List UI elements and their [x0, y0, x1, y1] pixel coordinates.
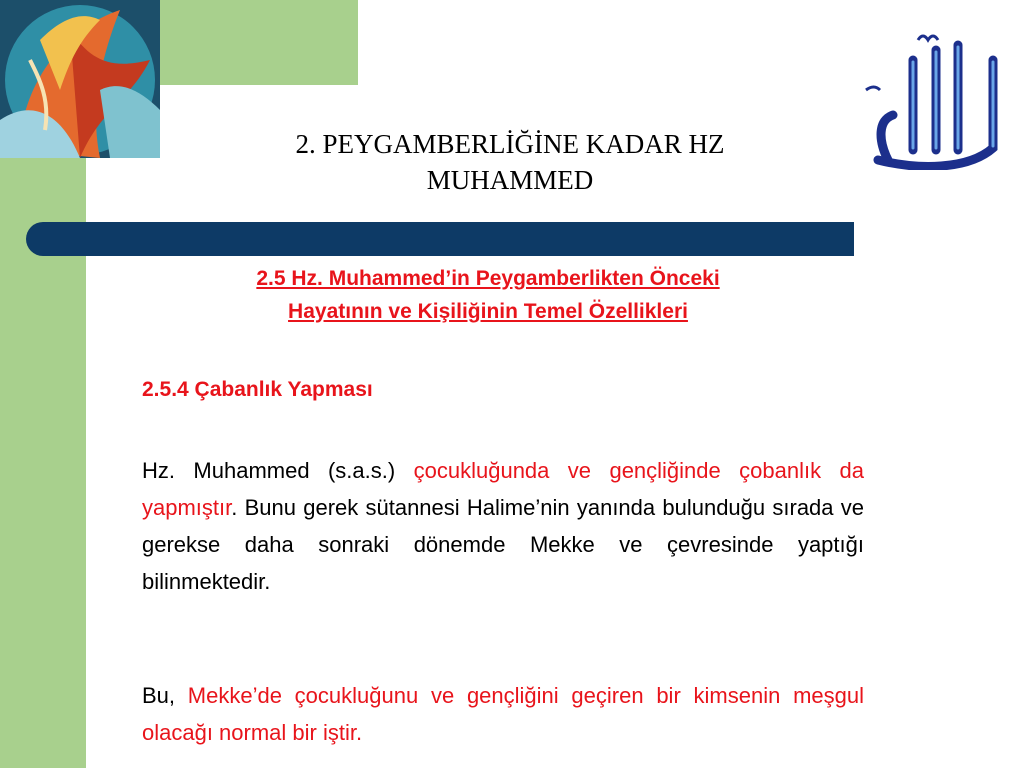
paragraph-1-text-b: . Bunu gerek sütannesi Halime’nin yanında bulunduğu sırada ve gerekse daha sonraki dönemde Mekke ve çevresinde yaptığı bilinmektedir. — [142, 495, 864, 594]
allah-calligraphy-icon — [858, 20, 1004, 170]
paragraph-2 — [142, 677, 864, 751]
subtitle-line1: 2.5 Hz. Muhammed’in Peygamberlikten Önceki — [256, 267, 720, 290]
slide-title-line1: 2. PEYGAMBERLİĞİNE KADAR HZ — [295, 129, 725, 159]
paragraph-2-highlight: Mekke’de çocukluğunu ve gençliğini geçiren bir kimsenin meşgul olacağı normal bir iştir. — [142, 683, 864, 745]
slide-subtitle — [138, 262, 838, 328]
corner-art-image — [0, 0, 160, 158]
section-heading: 2.5.4 Çabanlık Yapması — [142, 378, 373, 401]
paragraph-1-highlight: çocukluğunda ve gençliğinde çobanlık da yapmıştır — [142, 458, 864, 520]
slide-title-line2: MUHAMMED — [426, 165, 594, 195]
slide-title — [180, 126, 840, 198]
paragraph-1-text-a: Hz. Muhammed (s.a.s.) — [142, 458, 414, 483]
paragraph-1 — [142, 452, 864, 600]
title-divider-bar — [26, 222, 854, 256]
paragraph-2-text-a: Bu, — [142, 683, 188, 708]
subtitle-line2: Hayatının ve Kişiliğinin Temel Özellikleri — [288, 300, 688, 323]
top-green-block — [160, 0, 358, 85]
